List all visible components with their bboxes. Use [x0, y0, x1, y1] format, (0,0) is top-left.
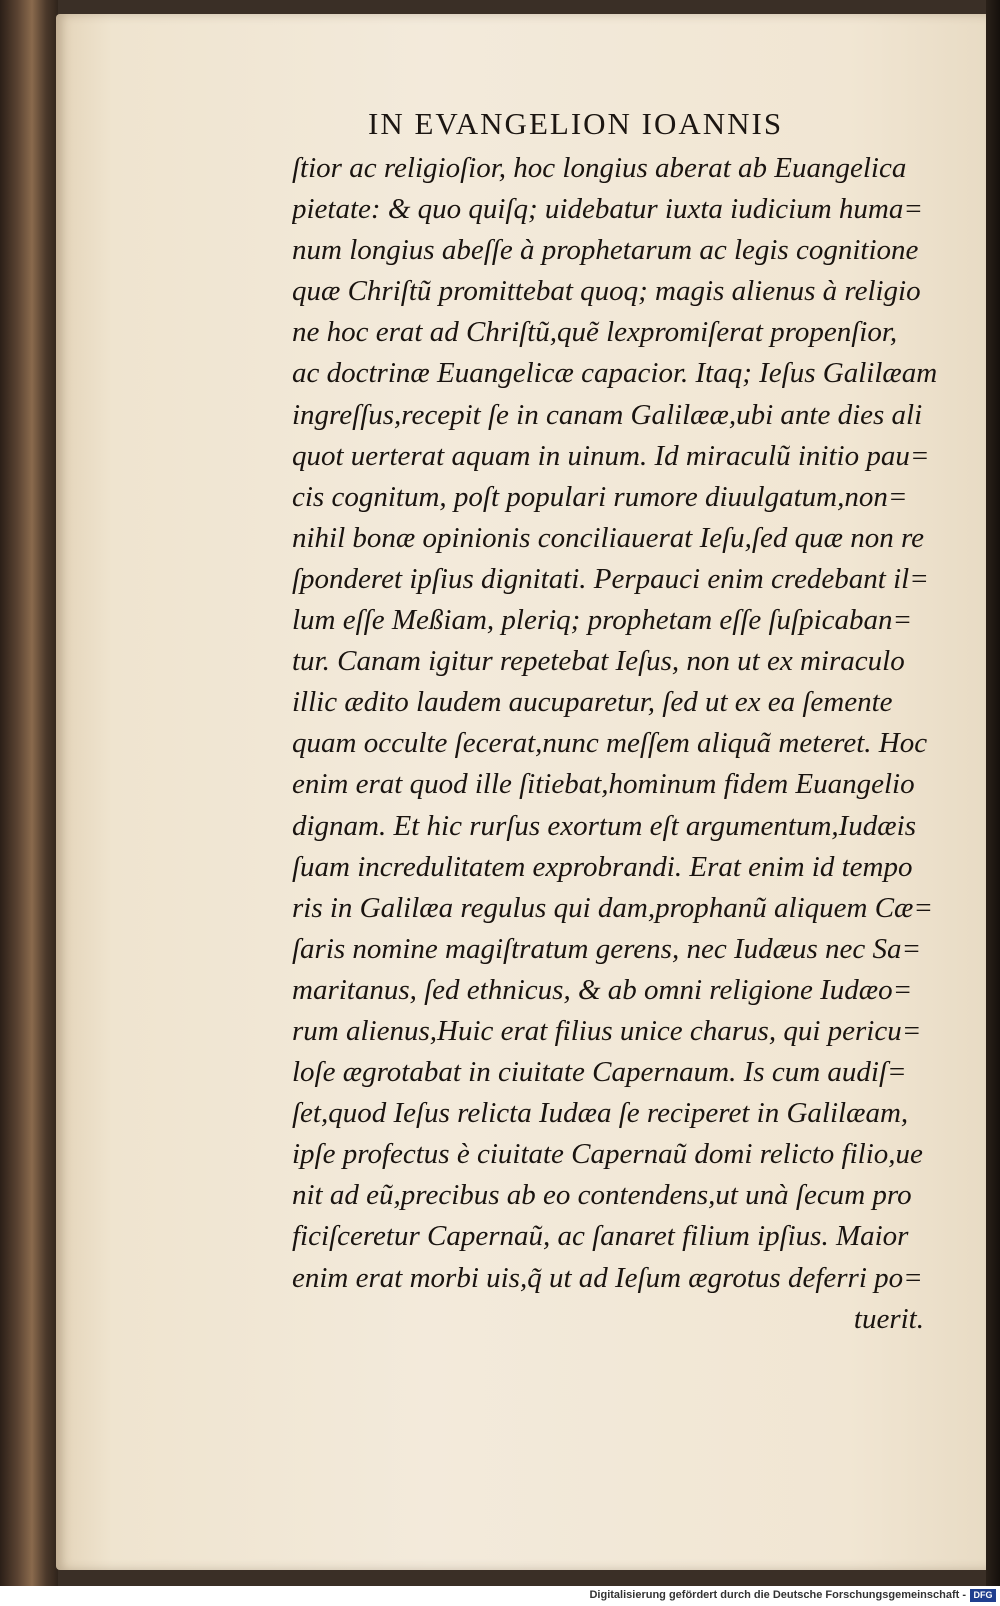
book-spine: [0, 0, 58, 1586]
text-line: ſtior ac religioſior, hoc longius aberat ab Euangelica: [292, 152, 907, 184]
text-line: illic ædito laudem aucuparetur, ſed ut ex ea ſemente: [292, 686, 893, 719]
text-line: pietate: & quo quiſq; uidebatur iuxta iudicium huma=: [292, 193, 923, 226]
text-line: nihil bonæ opinionis conciliauerat Ieſu,ſed quæ non re: [292, 521, 925, 554]
text-line: ne hoc erat ad Chriſtũ,quẽ lexpromiſerat propenſior,: [292, 316, 898, 349]
text-line: ſet,quod Ieſus relicta Iudæa ſe reciperet in Galilæam,: [292, 1097, 909, 1130]
text-line: lum eſſe Meßiam, pleriq; prophetam eſſe ſuſpicaban=: [292, 604, 913, 637]
text-line: num longius abeſſe à prophetarum ac legis cognitione: [292, 234, 919, 267]
text-line: ingreſſus,recepit ſe in canam Galilææ,ubi ante dies ali: [292, 398, 923, 431]
text-line: ficiſceretur Capernaũ, ac ſanaret filium ipſius. Maior: [292, 1220, 909, 1253]
text-line: cis cognitum, poſt populari rumore diuulgatum,non=: [292, 480, 908, 513]
text-line: ris in Galilæa regulus qui dam,prophanũ aliquem Cæ=: [292, 891, 933, 924]
text-line: enim erat morbi uis,q̃ ut ad Ieſum ægrotus deferri po=: [292, 1261, 923, 1294]
text-line: enim erat quod ille ſitiebat,hominum fidem Euangelio: [292, 768, 915, 801]
text-line: ipſe profectus è ciuitate Capernaũ domi relicto filio,ue: [292, 1138, 923, 1171]
running-head: IN EVANGELION IOANNIS: [368, 106, 784, 141]
text-line: ac doctrinæ Euangelicæ capacior. Itaq; Ieſus Galilæam: [292, 357, 938, 390]
funding-credit: Digitalisierung gefördert durch die Deutsche Forschungsgemeinschaft -: [589, 1589, 966, 1601]
catchword-line: tuerit.: [853, 1302, 924, 1335]
text-line: tur. Canam igitur repetebat Ieſus, non ut ex miraculo: [292, 645, 905, 678]
dfg-logo: DFG: [970, 1589, 996, 1602]
text-line: dignam. Et hic rurſus exortum eſt argumentum,Iudæis: [292, 809, 916, 842]
page-right-edge: [986, 0, 1000, 1586]
text-line: quæ Chriſtũ promittebat quoq; magis alienus à religio: [292, 275, 921, 308]
text-line: loſe ægrotabat in ciuitate Capernaum. Is cum audiſ=: [292, 1056, 907, 1089]
text-line: nit ad eũ,precibus ab eo contendens,ut unà ſecum pro: [292, 1179, 912, 1212]
text-line: quam occulte ſecerat,nunc meſſem aliquã meteret. Hoc: [292, 727, 928, 760]
text-line: ſponderet ipſius dignitati. Perpauci enim credebant il=: [292, 562, 929, 595]
text-line: ſaris nomine magiſtratum gerens, nec Iudæus nec Sa=: [292, 932, 922, 965]
text-line: quot uerterat aquam in uinum. Id miraculũ initio pau=: [292, 439, 930, 472]
body-text: [292, 148, 954, 1340]
text-line: ſuam incredulitatem exprobrandi. Erat enim id tempo: [292, 850, 913, 883]
text-line: rum alienus,Huic erat filius unice charus, qui pericu=: [292, 1014, 922, 1047]
text-line: maritanus, ſed ethnicus, & ab omni religione Iudæo=: [292, 973, 913, 1006]
